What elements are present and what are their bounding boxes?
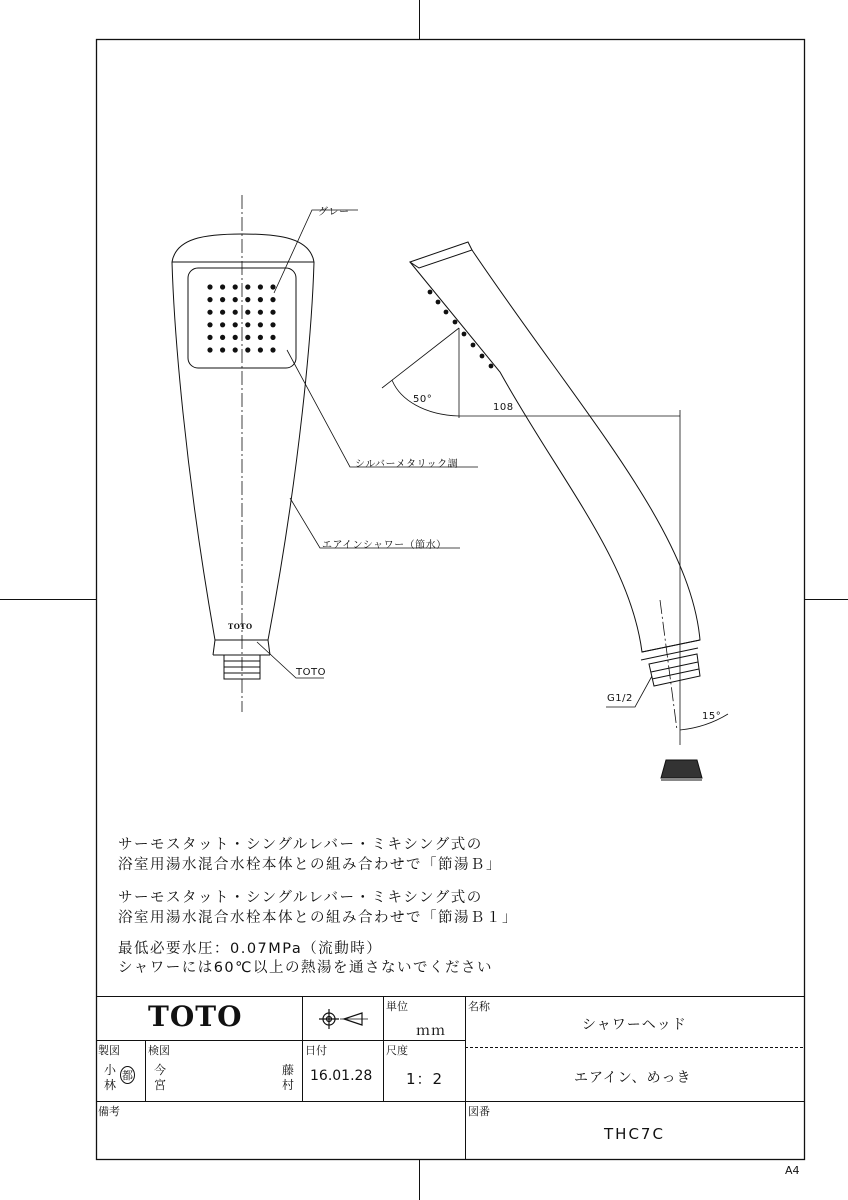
nozzle-dot <box>220 284 225 289</box>
drawing-frame <box>97 40 805 1160</box>
nozzle-dot <box>245 335 250 340</box>
side-body-outline <box>410 250 700 652</box>
name-caption: 名称 <box>468 1000 490 1013</box>
nozzle-dot <box>270 347 275 352</box>
nozzle-dot <box>245 284 250 289</box>
callout-toto: TOTO <box>296 667 326 678</box>
front-head-top <box>172 234 314 262</box>
title-block-logo: TOTO <box>148 1000 243 1033</box>
date-value: 16.01.28 <box>310 1068 373 1084</box>
nozzle-dot <box>270 322 275 327</box>
product-logo: TOTO <box>228 622 253 631</box>
check-value-3: 藤 <box>282 1063 296 1077</box>
nozzle-dot <box>207 297 212 302</box>
nozzle-dot <box>220 297 225 302</box>
nozzle-dot <box>245 297 250 302</box>
remarks-caption: 備考 <box>98 1105 120 1118</box>
made-caption: 製図 <box>98 1044 120 1057</box>
nozzle-dot <box>207 310 212 315</box>
nozzle-dot <box>220 347 225 352</box>
nozzle-dots <box>207 284 275 352</box>
front-body-outline <box>172 262 314 640</box>
nozzle-dot <box>270 310 275 315</box>
check-value-4: 村 <box>282 1078 296 1092</box>
nozzle-dot <box>233 284 238 289</box>
note-3-line-2: シャワーには60℃以上の熱湯を通さないでください <box>118 960 493 976</box>
nozzle-dot <box>233 297 238 302</box>
note-1-line-2: 浴室用湯水混合水栓本体との組み合わせで「節湯Ｂ」 <box>118 857 502 873</box>
unit-value: ｍｍ <box>416 1023 446 1039</box>
sheet-size: A4 <box>785 1164 800 1177</box>
made-value-2: 林 <box>104 1078 118 1092</box>
side-centerline <box>660 600 677 730</box>
nozzle-dot <box>270 335 275 340</box>
nozzle-dot <box>245 322 250 327</box>
note-1-line-1: サーモスタット・シングルレバー・ミキシング式の <box>118 837 483 853</box>
nozzle-dot <box>270 297 275 302</box>
callout-grey: グレー <box>318 207 350 218</box>
strainer <box>661 760 702 778</box>
nozzle-dot <box>220 322 225 327</box>
nozzle-dot <box>233 310 238 315</box>
nozzle-dot <box>245 310 250 315</box>
side-nozzle-dots <box>428 290 494 369</box>
made-value-1: 小 <box>104 1063 118 1077</box>
note-2-line-2: 浴室用湯水混合水栓本体との組み合わせで「節湯Ｂ１」 <box>118 910 518 926</box>
dimension-length-108: 108 <box>493 402 514 413</box>
note-2-line-1: サーモスタット・シングルレバー・ミキシング式の <box>118 890 483 906</box>
scale-caption: 尺度 <box>386 1044 408 1057</box>
nozzle-dot <box>270 284 275 289</box>
nozzle-dot <box>207 335 212 340</box>
dimension-angle-15: 15° <box>702 711 722 722</box>
nozzle-dot <box>220 335 225 340</box>
nozzle-dot <box>207 322 212 327</box>
nozzle-dot <box>258 347 263 352</box>
check-caption: 検図 <box>148 1044 170 1057</box>
note-3-line-1: 最低必要水圧：0.07MPa（流動時） <box>118 941 383 957</box>
callout-silver-metallic: シルバーメタリック調 <box>355 459 459 470</box>
check-value-2: 宮 <box>154 1078 168 1092</box>
nozzle-dot <box>220 310 225 315</box>
nozzle-dot <box>258 322 263 327</box>
nozzle-dot <box>258 284 263 289</box>
callout-g12: G1/2 <box>607 693 633 704</box>
name-value: シャワーヘッド <box>582 1017 687 1033</box>
dimension-angle-50: 50° <box>413 394 433 405</box>
front-view <box>172 195 314 712</box>
date-caption: 日付 <box>305 1044 327 1057</box>
side-head-top <box>410 242 472 268</box>
nozzle-dot <box>258 310 263 315</box>
nozzle-dot <box>233 335 238 340</box>
nozzle-dot <box>233 322 238 327</box>
nozzle-dot <box>207 284 212 289</box>
nozzle-dot <box>233 347 238 352</box>
unit-caption: 単位 <box>386 1000 408 1013</box>
projection-symbol-icon <box>319 1009 368 1029</box>
scale-value: 1：2 <box>406 1070 444 1088</box>
made-stamp: 都 <box>120 1066 135 1084</box>
nozzle-dot <box>245 347 250 352</box>
nozzle-dot <box>207 347 212 352</box>
nozzle-dot <box>258 335 263 340</box>
nozzle-dot <box>258 297 263 302</box>
check-value-1: 今 <box>154 1063 168 1077</box>
callout-air-in-shower: エアインシャワー（節水） <box>322 540 447 551</box>
side-view <box>382 242 728 780</box>
drawing-number-value: THC7C <box>604 1125 665 1143</box>
spec-value: エアイン、めっき <box>574 1070 692 1086</box>
drawing-number-caption: 図番 <box>468 1105 490 1118</box>
